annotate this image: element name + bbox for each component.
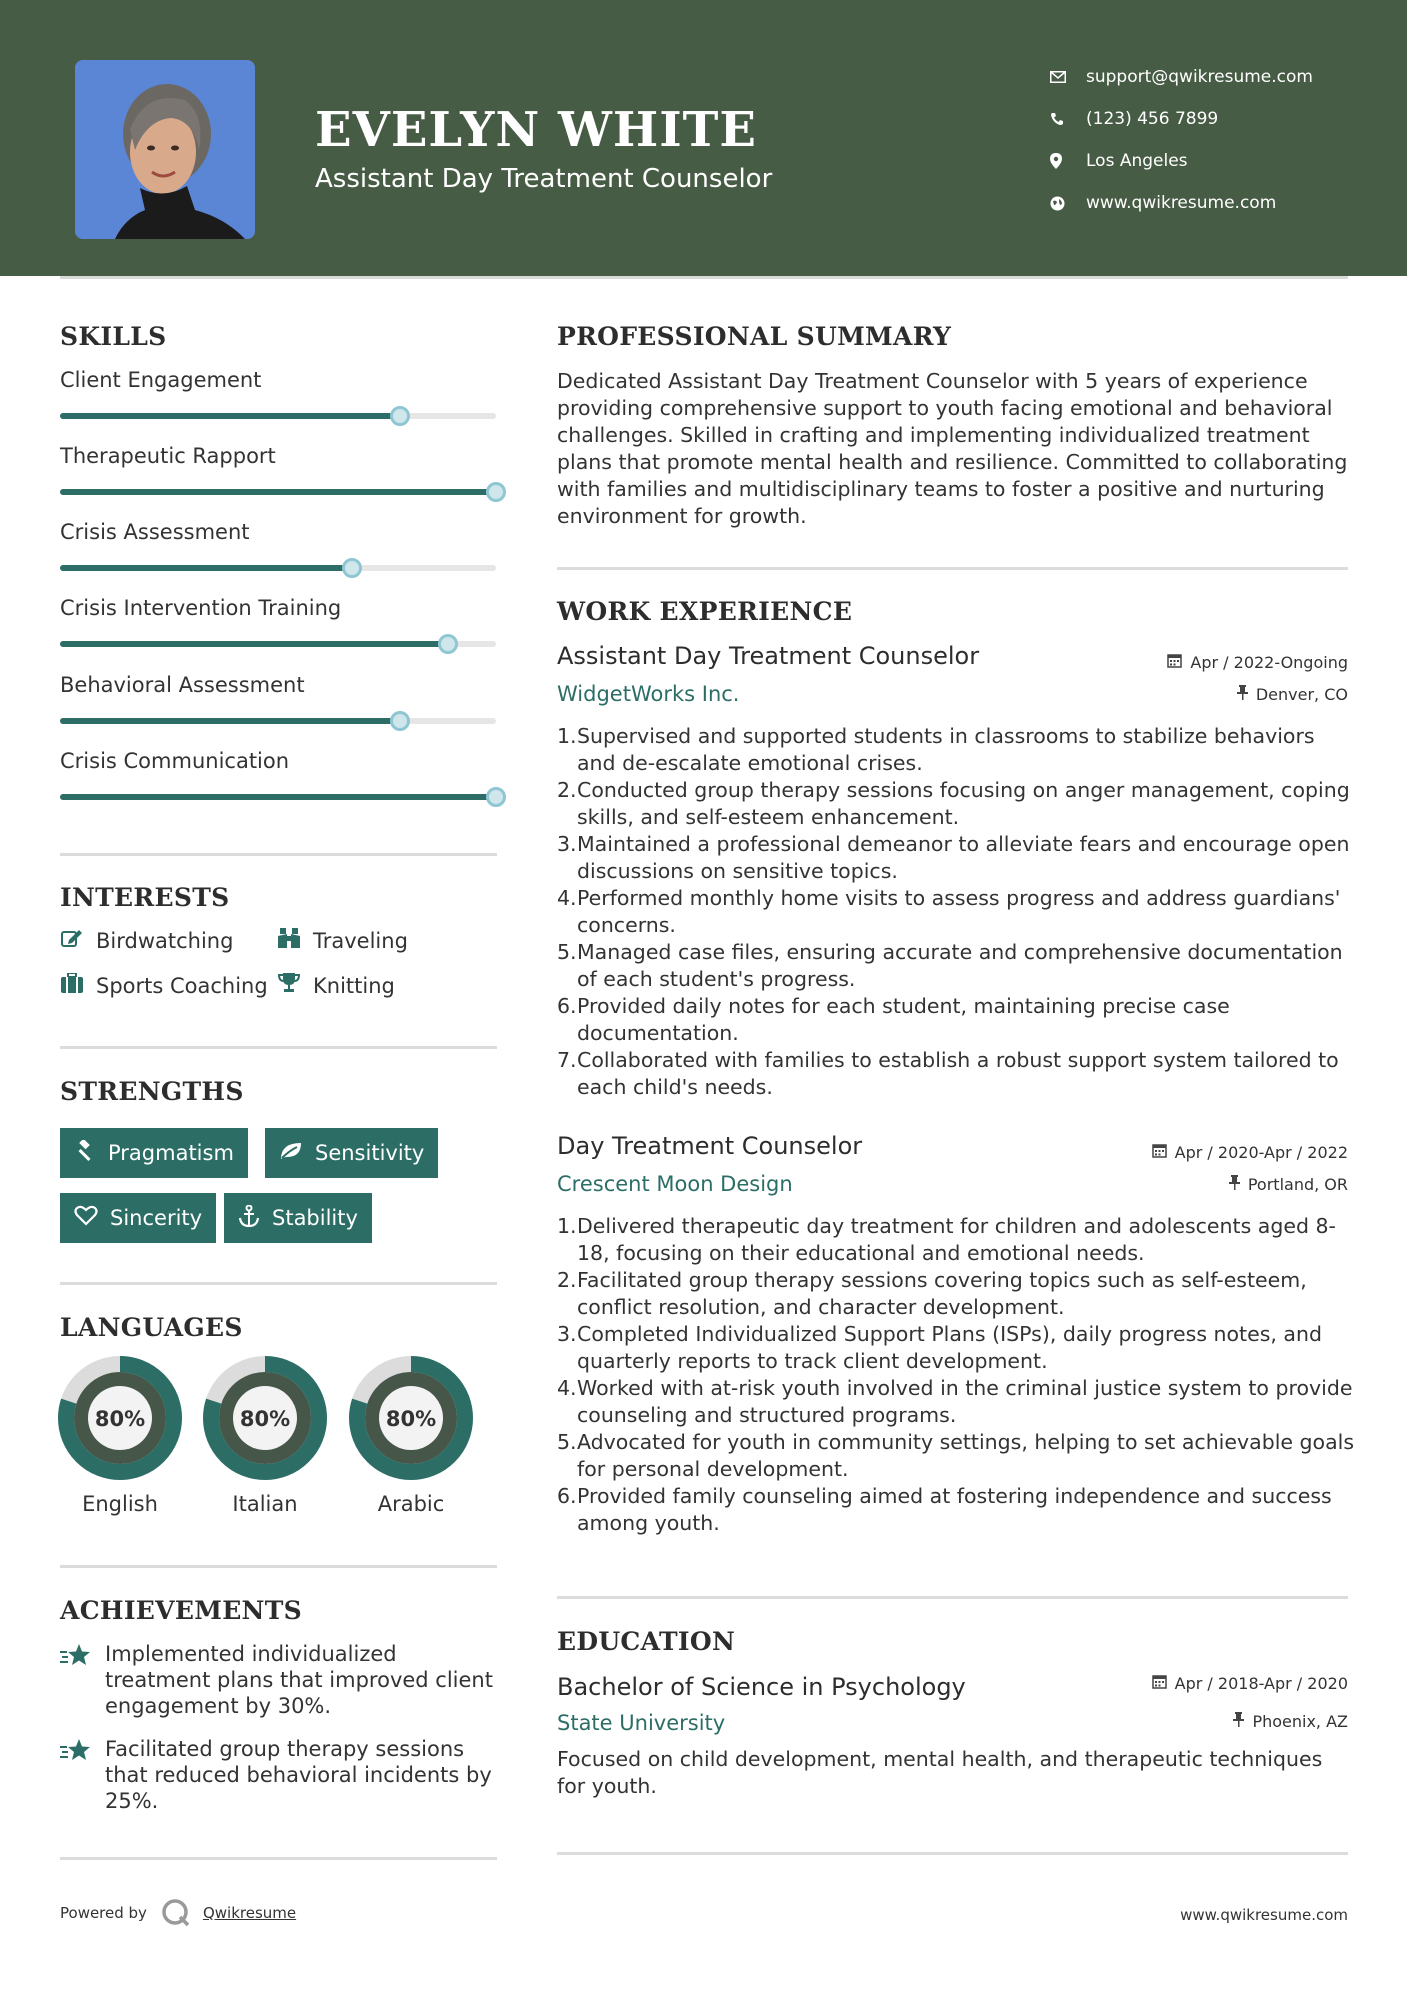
contact-email[interactable] [1050, 56, 1313, 98]
interest-item [60, 973, 268, 998]
globe-icon [1050, 196, 1086, 211]
section-divider [60, 853, 497, 856]
skill-label: Behavioral Assessment [60, 673, 305, 697]
interest-item [277, 973, 395, 998]
job-bullet: 2. Facilitated group therapy sessions covering topics such as self-esteem, conflict resolution, and character development. [557, 1268, 1307, 1319]
language-ring [58, 1356, 182, 1480]
pushpin-icon [1229, 1175, 1240, 1194]
strength-label: Sincerity [110, 1206, 203, 1230]
languages-heading: LANGUAGES [60, 1313, 243, 1342]
summary-text: Dedicated Assistant Day Treatment Counselor with 5 years of experience providing comprehensive support to youth facing emotional and behavioral challenges. Skilled in crafting and implementing individualized treatment plans that promote mental health and resilience. Committed to collaborating with families and multidisciplinary teams to foster a positive and nurturing environment for growth. [557, 369, 1348, 528]
language-ring [203, 1356, 327, 1480]
skill-label: Client Engagement [60, 368, 262, 392]
interest-item [277, 928, 408, 953]
language-percent: 80% [385, 1407, 437, 1431]
job-bullet: 3. Maintained a professional demeanor to alleviate fears and encourage open discussions on sensitive topics. [557, 832, 1350, 883]
profile-photo [75, 60, 255, 239]
skill-bar [60, 794, 496, 800]
skill-label: Therapeutic Rapport [60, 444, 276, 468]
language-item [203, 1356, 327, 1516]
contact-phone-text: (123) 456 7899 [1086, 109, 1219, 129]
skill-bar-fill [60, 565, 352, 571]
job-company: WidgetWorks Inc. [557, 682, 740, 706]
skill-label: Crisis Intervention Training [60, 596, 342, 620]
skill-item [60, 596, 500, 620]
header-banner [0, 0, 1407, 276]
education-description: Focused on child development, mental health, and therapeutic techniques for youth. [557, 1747, 1323, 1798]
job-bullet: 3. Completed Individualized Support Plans (ISPs), daily progress notes, and quarterly reports to track client development. [557, 1322, 1322, 1373]
job-dates [1152, 1143, 1348, 1162]
brand-link[interactable]: Qwikresume [202, 1904, 297, 1922]
pushpin-icon [1233, 1712, 1244, 1731]
language-percent: 80% [94, 1407, 146, 1431]
job-location [1229, 1175, 1348, 1194]
map-marker-icon [1050, 153, 1086, 169]
powered-by-text: Powered by [60, 1904, 147, 1922]
footer-powered [60, 1898, 296, 1928]
job-bullet: 1. Delivered therapeutic day treatment for children and adolescents aged 8-18, focusing on their educational and emotional needs. [557, 1214, 1336, 1265]
calendar-icon [1152, 1674, 1167, 1693]
leaf-icon [279, 1141, 303, 1166]
section-divider [60, 1282, 497, 1285]
language-item [349, 1356, 473, 1516]
job-bullet: 5. Advocated for youth in community settings, helping to set achievable goals for personal development. [557, 1430, 1355, 1481]
job-location-text: Denver, CO [1255, 685, 1348, 704]
strength-label: Pragmatism [108, 1141, 234, 1165]
calendar-icon [1167, 653, 1182, 672]
strength-badge [265, 1128, 438, 1178]
strength-label: Sensitivity [315, 1141, 425, 1165]
footer-website[interactable]: www.qwikresume.com [1180, 1906, 1348, 1924]
skills-heading: SKILLS [60, 322, 167, 351]
pushpin-icon [1237, 685, 1248, 704]
phone-icon [1050, 112, 1086, 126]
skill-item [60, 749, 500, 773]
interest-label: Traveling [313, 928, 408, 953]
section-divider [60, 1046, 497, 1049]
achievement-text: Implemented individualized treatment plans that improved client engagement by 30%. [105, 1642, 493, 1718]
skill-label: Crisis Communication [60, 749, 290, 773]
strengths-heading: STRENGTHS [60, 1077, 244, 1106]
candidate-title: Assistant Day Treatment Counselor [315, 164, 773, 194]
interests-heading: INTERESTS [60, 883, 230, 912]
skill-bar-knob [390, 406, 410, 426]
summary-heading: PROFESSIONAL SUMMARY [557, 322, 952, 351]
skill-item [60, 673, 500, 697]
section-divider [557, 1852, 1348, 1855]
interest-label: Birdwatching [96, 928, 234, 953]
skill-bar-knob [438, 634, 458, 654]
job-bullet: 4. Performed monthly home visits to assess progress and address guardians' concerns. [557, 886, 1341, 937]
job-bullet: 1. Supervised and supported students in classrooms to stabilize behaviors and de-escalate emotional crises. [557, 724, 1315, 775]
education-location-text: Phoenix, AZ [1252, 1712, 1348, 1731]
achievement-item [60, 1736, 500, 1814]
interest-label: Sports Coaching [96, 973, 268, 998]
language-item [58, 1356, 182, 1516]
job-bullet: 7. Collaborated with families to establish a robust support system tailored to each child's needs. [557, 1048, 1339, 1099]
skill-bar-fill [60, 489, 496, 495]
binoculars-icon [277, 928, 301, 953]
briefcase-icon [60, 973, 84, 998]
skill-bar [60, 641, 496, 647]
education-location [1233, 1712, 1348, 1731]
contact-phone[interactable] [1050, 98, 1313, 140]
anchor-icon [238, 1205, 260, 1232]
skill-bar-fill [60, 794, 496, 800]
job-dates [1167, 653, 1348, 672]
skill-bar-knob [486, 482, 506, 502]
job-bullet: 6. Provided family counseling aimed at fostering independence and success among youth. [557, 1484, 1332, 1535]
skill-item [60, 368, 500, 392]
education-school: State University [557, 1711, 726, 1735]
heart-icon [74, 1205, 98, 1231]
language-label: Arabic [377, 1492, 445, 1516]
skill-item [60, 444, 500, 468]
skill-bar [60, 718, 496, 724]
strength-badge [60, 1128, 248, 1178]
section-divider [557, 1596, 1348, 1599]
job-bullets [557, 1213, 1357, 1537]
contact-location [1050, 140, 1313, 182]
achievement-text: Facilitated group therapy sessions that reduced behavioral incidents by 25%. [105, 1737, 492, 1813]
skill-bar-fill [60, 718, 400, 724]
skill-bar-fill [60, 641, 448, 647]
job-location-text: Portland, OR [1247, 1175, 1348, 1194]
language-ring [349, 1356, 473, 1480]
strength-badge [60, 1193, 216, 1243]
skill-bar-knob [390, 711, 410, 731]
job-bullets [557, 723, 1357, 1101]
contact-email-text: support@qwikresume.com [1086, 67, 1313, 87]
skill-bar-knob [342, 558, 362, 578]
achievement-item [60, 1641, 500, 1719]
education-dates-text: Apr / 2018-Apr / 2020 [1174, 1674, 1348, 1693]
achievements-heading: ACHIEVEMENTS [60, 1596, 302, 1625]
job-bullet: 4. Worked with at-risk youth involved in the criminal justice system to provide counseling and structured programs. [557, 1376, 1353, 1427]
contact-list [1050, 56, 1313, 224]
contact-website-text: www.qwikresume.com [1086, 193, 1277, 213]
job-location [1237, 685, 1348, 704]
envelope-icon [1050, 71, 1086, 83]
education-degree: Bachelor of Science in Psychology [557, 1673, 966, 1701]
skill-bar [60, 413, 496, 419]
strength-badge [224, 1193, 372, 1243]
education-heading: EDUCATION [557, 1627, 736, 1656]
skill-item [60, 520, 500, 544]
trophy-icon [277, 973, 301, 998]
job-company: Crescent Moon Design [557, 1172, 793, 1196]
skill-bar [60, 565, 496, 571]
strength-label: Stability [272, 1206, 358, 1230]
language-label: English [82, 1492, 158, 1516]
job-bullet: 6. Provided daily notes for each student, maintaining precise case documentation. [557, 994, 1230, 1045]
calendar-icon [1152, 1143, 1167, 1162]
contact-location-text: Los Angeles [1086, 151, 1188, 171]
section-divider [60, 1857, 497, 1860]
job-bullet: 5. Managed case files, ensuring accurate and comprehensive documentation of each student's progress. [557, 940, 1343, 991]
star-icon [60, 1736, 105, 1814]
interest-item [60, 928, 233, 953]
education-dates [1152, 1674, 1348, 1693]
language-label: Italian [232, 1492, 298, 1516]
star-icon [60, 1641, 105, 1719]
section-divider [557, 567, 1348, 570]
skill-bar [60, 489, 496, 495]
qwikresume-logo-icon [161, 1898, 191, 1928]
section-divider [60, 1565, 497, 1568]
skill-bar-knob [486, 787, 506, 807]
header-divider [60, 276, 1348, 279]
job-dates-text: Apr / 2020-Apr / 2022 [1174, 1143, 1348, 1162]
skill-bar-fill [60, 413, 400, 419]
experience-heading: WORK EXPERIENCE [557, 597, 853, 626]
job-bullet: 2. Conducted group therapy sessions focusing on anger management, coping skills, and self-esteem enhancement. [557, 778, 1350, 829]
skill-label: Crisis Assessment [60, 520, 250, 544]
candidate-name: EVELYN WHITE [315, 102, 757, 158]
job-role: Assistant Day Treatment Counselor [557, 642, 980, 670]
language-percent: 80% [239, 1407, 291, 1431]
job-role: Day Treatment Counselor [557, 1132, 863, 1160]
contact-website[interactable] [1050, 182, 1313, 224]
interest-label: Knitting [313, 973, 395, 998]
edit-icon [60, 928, 84, 953]
gavel-icon [74, 1140, 96, 1167]
job-dates-text: Apr / 2022-Ongoing [1190, 653, 1348, 672]
